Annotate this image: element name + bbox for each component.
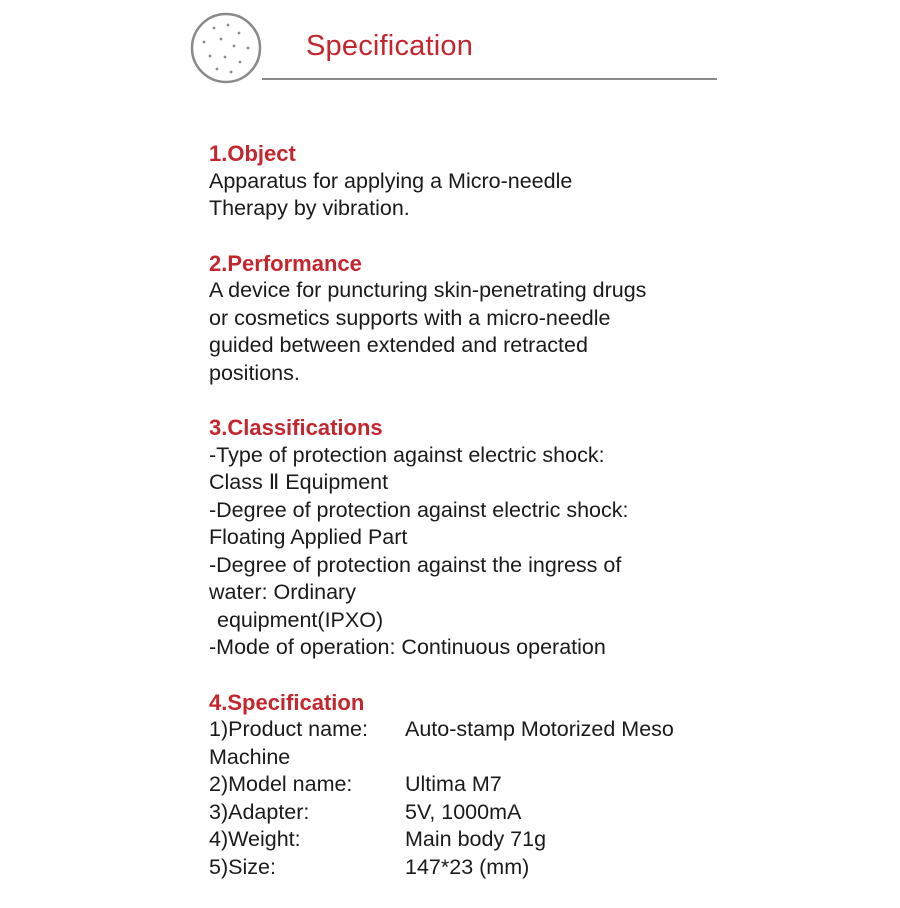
section-heading: 1.Object bbox=[209, 141, 296, 166]
spec-value: Main body 71g bbox=[405, 827, 547, 851]
text-line: -Degree of protection against electric shock: bbox=[209, 497, 629, 522]
spec-value: Ultima M7 bbox=[405, 772, 502, 796]
section-heading: 4.Specification bbox=[209, 689, 365, 715]
spec-row-adapter bbox=[209, 799, 769, 827]
section-heading: 2.Performance bbox=[209, 250, 362, 276]
section-heading: 3.Classifications bbox=[209, 415, 383, 440]
text-line: or cosmetics supports with a micro-needle bbox=[209, 305, 611, 330]
spec-label: 2)Model name: bbox=[209, 772, 353, 796]
text-line: positions. bbox=[209, 360, 300, 385]
text-line: -Degree of protection against the ingress of bbox=[209, 552, 622, 577]
page-title: Specification bbox=[306, 30, 474, 62]
spec-label: 5)Size: bbox=[209, 854, 276, 879]
text-line: Floating Applied Part bbox=[209, 525, 408, 549]
header bbox=[0, 0, 900, 90]
spec-content bbox=[209, 140, 769, 908]
spec-row-product bbox=[209, 716, 769, 744]
spec-label: 1)Product name: bbox=[209, 717, 368, 741]
text-line: water: Ordinary bbox=[209, 580, 356, 604]
spec-value: 147*23 (mm) bbox=[405, 854, 530, 879]
spec-value-continued: Machine bbox=[209, 744, 291, 769]
spec-label: 3)Adapter: bbox=[209, 799, 310, 824]
text-line: Therapy by vibration. bbox=[209, 196, 410, 220]
spec-row-model bbox=[209, 771, 769, 799]
section-object bbox=[209, 140, 769, 223]
text-line: Class Ⅱ Equipment bbox=[209, 470, 389, 494]
spec-value: 5V, 1000mA bbox=[405, 799, 522, 824]
text-line: -Type of protection against electric shock: bbox=[209, 442, 605, 467]
text-line: guided between extended and retracted bbox=[209, 333, 588, 357]
text-line: -Mode of operation: Continuous operation bbox=[209, 635, 606, 659]
text-line: A device for puncturing skin-penetrating drugs bbox=[209, 278, 647, 302]
spec-row-size bbox=[209, 854, 769, 882]
spec-value: Auto-stamp Motorized Meso bbox=[405, 717, 674, 741]
section-specification bbox=[209, 689, 769, 882]
section-performance bbox=[209, 250, 769, 388]
dotted-circle-icon bbox=[190, 12, 262, 84]
section-classifications bbox=[209, 414, 769, 662]
text-line: Apparatus for applying a Micro-needle bbox=[209, 168, 573, 193]
header-divider bbox=[262, 78, 717, 80]
spec-label: 4)Weight: bbox=[209, 827, 301, 851]
text-line: equipment(IPXO) bbox=[217, 607, 384, 632]
spec-row-weight bbox=[209, 826, 769, 854]
